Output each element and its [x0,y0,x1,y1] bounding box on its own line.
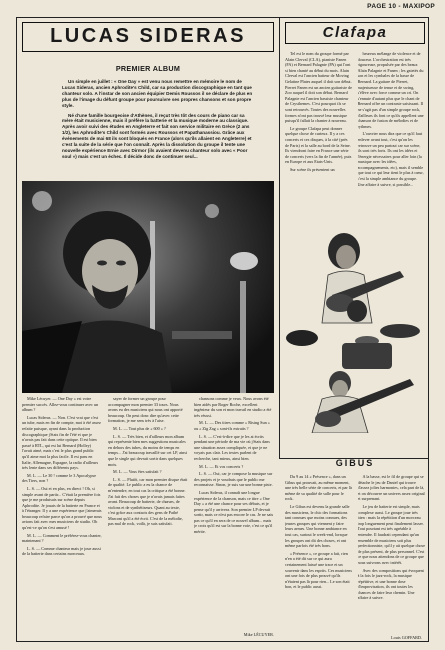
interview-paragraph: L. S. — Oui et en plus, en direct ! Oh, si simple avant de partir... C'était la première fois que je me produisais sur scène depuis Aphrodite. Je jouais de la batterie en France et à l'étranger. Il y a une expérience que j'aimerais beaucoup refaire parce qu'on a prouvé que nous avions fait avec mes musiciens de studio. Oh qu'est-ce qu'on s'est amusé ! [22,485,102,531]
article-credit: Mike LÉCUYER. [243,632,274,637]
article-frame [16,17,429,642]
gibus-column [358,474,426,603]
gibus-columns [285,474,425,603]
interview-column [194,396,274,639]
column-divider-vertical [279,18,280,458]
clafapa-paragraph: heureux mélange de violence et de douceur. L'orchestration est très rigoureuse, propulsée par des beaux Alain Palagnie et Fanen ; les gaietés du son et les cymbales de la basse de Bernard. La guitare de Pierret, majestueuse de tenue et de swing, s'élève avec force comme un cri. On s'ennuie d'autant plus que le chant de Bernard offre un contraste saisissant. Il ne s'agit pas d'un simple groupe rock, d'ailleurs ils font ce qu'ils appellent une chanson de fusion de mélodies et de rythmes. [357,51,424,129]
article-intro [62,79,254,160]
photo-clafapa-image [282,213,427,433]
interview-paragraph: Mike Lécuyer. — One Day » est votre premier succès. Allez-vous continuer avec un album ? [22,396,99,413]
interview-paragraph: chansons comme je veux. Nous avons été bien aidés par Roger Roche, excellent ingénieur du son et mon travail en studio a été très réussi. [194,396,272,418]
photo-lucas-sideras-image [22,181,274,393]
intro-paragraph: Né d'une famille bourgeoise d'Athènes, il reçut très tôt des cours de piano car sa mère était musicienne, mais il préfère la batterie et la musique moderne au classique. Après avoir suivi des études en Angleterre et fait son service militaire en Grèce (2 ans 1/2), les Aphrodite's Child sont formés avec Roussos et Papathanassiou. Grâce aux événements de mai 68 ils sont bloqués en France (alors qu'ils allaient en Angleterre) et c'est la suite de la série que l'on connaît. Après la dissolution du groupe il tente une nouvelle expérience Ernie avec Dirmor (ils avaient devenu chanteur solo avec « Poor soul ») mais c'est un échec. Il décide donc de continuer seul... [62,112,252,159]
interview-paragraph: sayer de former un groupe pour accompagner mon premier 33 tours. Nous avons eu des musiciens qui nous ont apporté beaucoup. On peut donc dire qu'avec cette formation, je me sens très à l'aise. [108,396,183,424]
interview-paragraph: M. L. — Vous êtes satisfait ? [113,469,162,475]
clafapa-paragraph: Tel est le nom du groupe formé par Alain Clerval (CLA), pianiste Fanen (FA) et Bernard Palagnie (PA) qui l'ont si bien chanté au début du mois. Alain Clerval est l'ancien batteur de Moving Gelatine Plates auquel il doit son début. Pierret Fanen est un ancien guitariste de Zoo auquel il doit son début. Bernard Palagnie est l'ancien bassiste chanteur de Crysthemes. C'est pourquoi ils se sont retrouvés. Toutes des nouvelles formes n'ont pas trouvé leur musique puisqu'il fallait la chanter à nouveau. [285,51,352,124]
interview-paragraph: M. L. — Des titres comme « Rising Sun » ou « Zig Zag » sont-ils extraits ? [194,420,270,431]
article-clafapa [285,22,425,196]
interview-paragraph: M. L. — Et vos concerts ? [199,463,244,469]
gibus-title: GIBUS [335,458,375,468]
article-lucas-sideras [22,22,274,164]
page-header: PAGE 10 - MAXIPOP [367,3,435,10]
gibus-paragraph: Le Gibus est devenu la grande salle des musiciens, le chic des formations tant connues que moins connues, des jeunes groupes qui viennent y faire leurs armes. Une bonne ambiance en tout cas, surtout le week-end, lorsque les groupes ont dit des choses, et ont même parfois été très bons. [285,503,350,549]
interview-column [108,396,188,639]
article-subtitle: PREMIER ALBUM [115,64,181,73]
gibus-paragraph: Le jeu de batterie est simple, mais complexe aussi. Le groupe joue très bien : mais la répétition d'un morceau trop longuement peut finalement lasser. Tout pourtant est très agréable à entendre. Il faudrait cependant qu'un ensemble de musiciens soit plus perfectionniste, qu'il y ait quelque chose de plus présent, de plus personnel. C'est ce que nous attendons de ce groupe que nous suivrons avec intérêt. [357,503,425,565]
clafapa-title: Clafapa [285,22,425,44]
interview-column [22,396,102,639]
interview-paragraph: M. L. — Tout plus de « 600 » ? [113,425,166,431]
gibus-column [285,474,353,603]
interview-paragraph: L. S. — Comme chanteur mais je joue aussi de la batterie dans certains morceaux. [22,545,101,557]
clafapa-column [285,51,353,196]
gibus-credit: Louis GOFFARD. [391,635,422,640]
interview-paragraph: Lucas Sideras. — Non. C'est vrai que c'est un tube, mais en fin de compte, moi à été assez refaite puisque, ayant dans la production discographique j'étais fin de l'été et que je n'avais pas fait dans cette optique. Il est bien passé à RTL, qui est lui Bernard (Holley) l'avait aimé, mais c'est le plus grand public qu'il aime moi la plus facile. Il est paru en Italie, Allemagne, Espagne, la radio d'ailleurs très lente dans ses différents pays. [22,414,101,471]
interview-paragraph: M. L. — Le 30 ! comme le 3 Apocalypse des Tiers, non ? [22,472,96,484]
gibus-paragraph: Du 9 au 14 « Présence », dans un Gibus qui prouvait, au même moment, une très belle série de concerts, et par là même de sa qualité de salle pour le rock. [285,474,352,502]
interview-paragraph: Lucas Sideras, il connaît une longue expérience de la chanson, mais ce titre « One Day » a été une chance pour ses débuts, et je pense qu'il y arrivera. Son premier LP devrait sortir, mais ce n'est pas encore le cas. Je ne sais pas ce qu'il en sera de ce nouvel album... mais je crois qu'il est sur la bonne voie, c'est ce qu'il mérite. [194,489,274,535]
interview-paragraph: M. L. — Comment le préférez-vous chanter, maintenant ? [22,532,102,544]
interview-paragraph: L. S. — Oui, car je compose la musique sur des projets et je voudrais que le public me reconnaisse. Sinon, je suis sur une bonne piste. [194,471,273,488]
interview-paragraph: L. S. — Plutôt, car mon premier disque était de qualité. Le public a eu la chance de m'entendre, en tout cas la critique a été bonne. J'ai fait des choses que je n'avais jamais faites avant. Beaucoup de batterie, de chœurs, de violons et de synthétiseurs. Quant au texte, c'est grâce aux contacts des gens de Pathé Marconi qu'il a été écrit. C'est de la mélodie, pas mal de rock, voilà, je suis satisfait. [108,476,188,527]
gibus-paragraph: A la basse, est le fil de groupe qui se détache le jeu de Daniel qui trouve d'assez jolies harmonies, cela part de là, et on découvre un univers assez original et surprenant. [357,474,425,502]
clafapa-paragraph: Sur scène ils présentent un [290,166,335,172]
interview-paragraph: L. S. — Très bien, et d'ailleurs mon album qui représente bien mes suggestions musicales en dehors des tubes, du moins de temps en temps... J'ai beaucoup travaillé sur cet LP, ainsi que le single qui devrait sortir dans quelques mois. [108,433,188,467]
clafapa-paragraph: L'ouvrier nous dira que ce qu'il faut enlever avant tout, c'est qu'on les retrouve un peu partout car sur scène, ils sont très forts. Ils ont les idées et l'énergie nécessaires pour aller loin (la musique avec les idées, accompagnements, etc), mais il semble que tout ce qui leur tient le plus à cœur, c'est la simple ambiance du groupe. Une affaire à suivre, si possible... [357,131,424,187]
interview-paragraph: L. S. — C'est-à-dire que je les ai écrits pendant une période de ma vie où j'étais dans une situation assez compliquée, et que je ne voyais pas clair. Les textes parlent de recherche, tant mieux, ainsi bien. [194,433,270,461]
clafapa-columns [285,51,425,196]
gibus-paragraph: Avec des compositions qui évoquent à la fois le jazz-rock, la musique répétitive, et une bonne dose d'improvisation, ils ont toutes les chances de faire leur chemin. Une affaire à suivre. [357,567,424,601]
gibus-paragraph: « Présence », ce groupe a fait, rien n'en a été dit sur ce qui aura certainement laissé une trace et un souvenir dans les esprits. Ces musiciens ont une fois de plus prouvé qu'ils n'étaient pas là pour rien... Le son était bon, et le public aussi. [285,550,352,590]
clafapa-paragraph: Le groupe Clafapa peut donner quelque chose de curieux. Il y a ces concerts et ces disques, à la cité (près de Paris) et la salle au bord de la Seine. Ils viendront faire en France une série de concerts (vers la fin de l'année), puis en Europe et aux Etats-Unis. [285,125,352,165]
article-title: LUCAS SIDERAS [22,22,274,52]
photo-lucas-sideras [22,181,274,393]
intro-paragraph: Un simple en juillet : « One Day » est venu nous remettre en mémoire le nom de Lucas Sideras, ancien Aphrodite's Child, car sa production discographique en tant que chanteur solo. A l'instar de son ancien équipier Demis Roussos il se déclare de plus en plus de l'image du défunt groupe pour poursuivre ses propres chansons et son propre style. [62,79,253,108]
photo-clafapa [282,213,427,433]
clafapa-column [358,51,426,196]
interview-columns [22,396,274,639]
